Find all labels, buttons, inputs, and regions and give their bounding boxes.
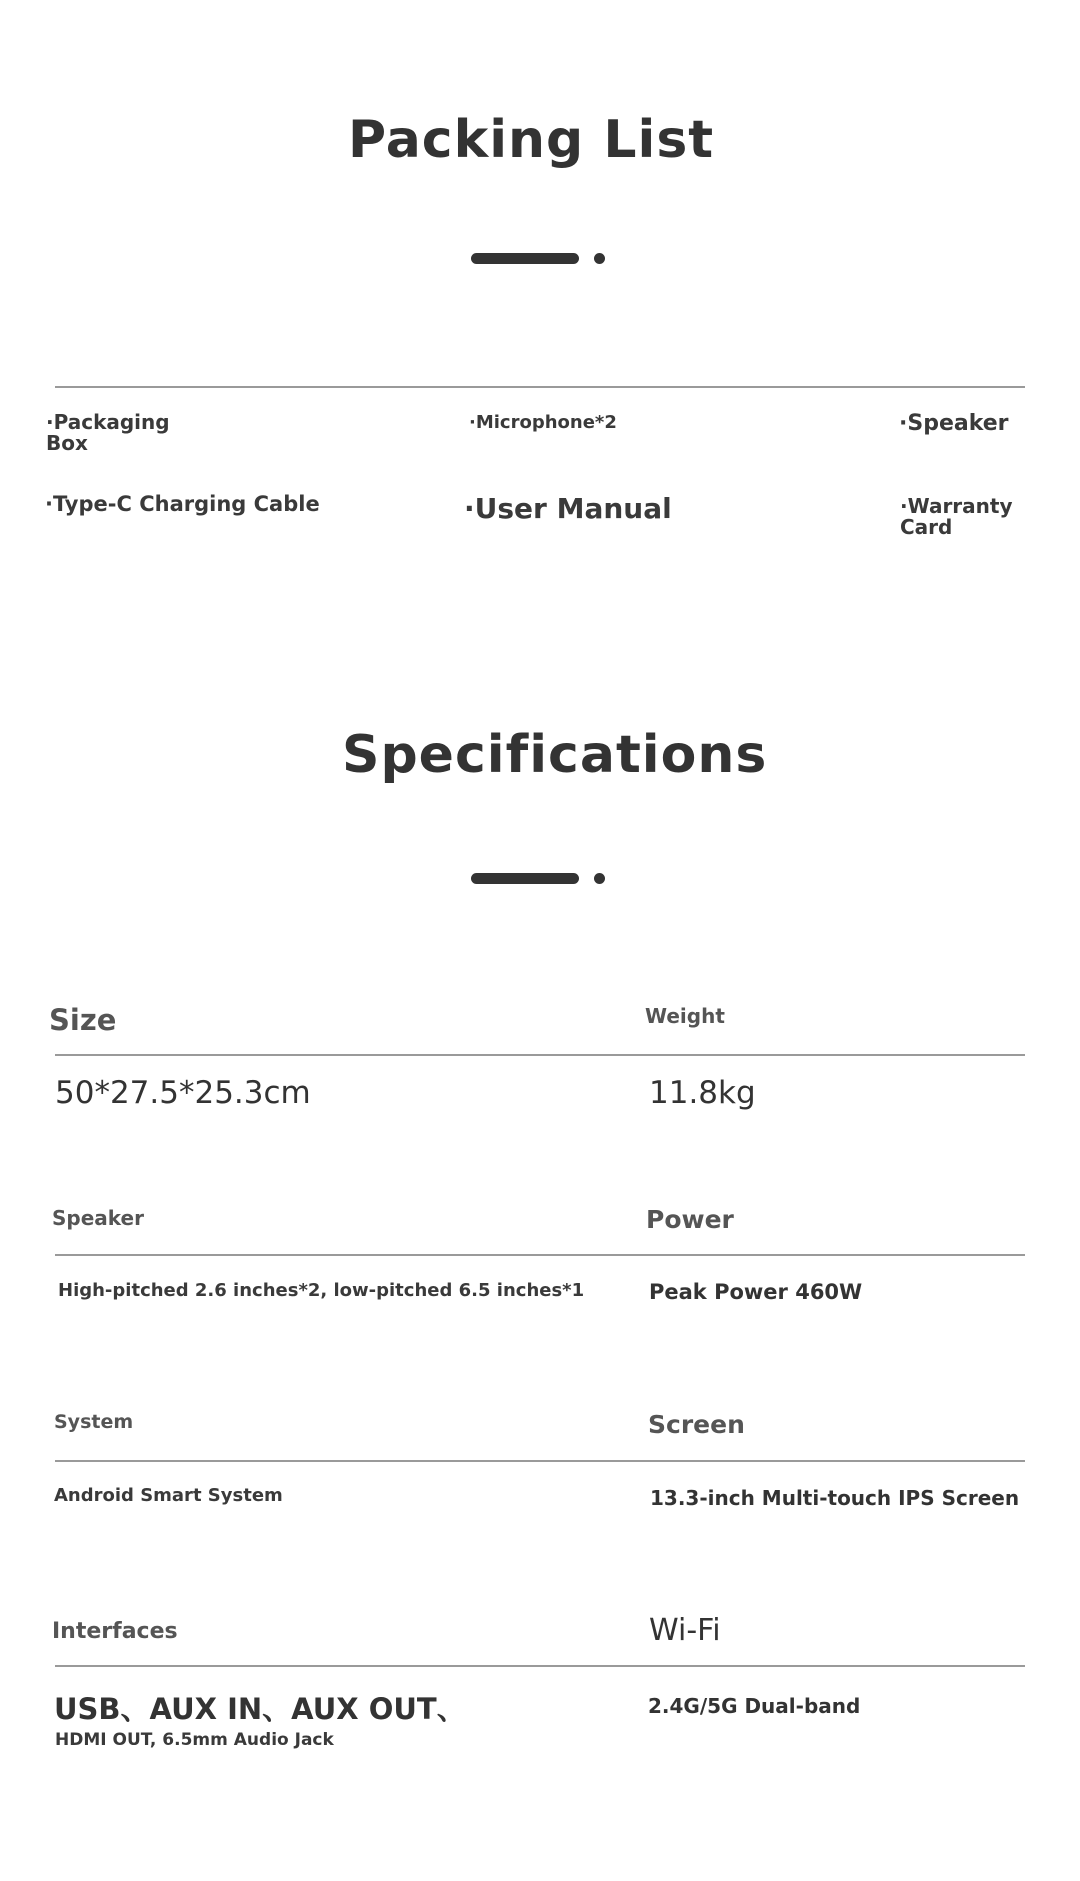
spec-value-wifi: 2.4G/5G Dual-band: [648, 1694, 861, 1718]
spec-label-power: Power: [646, 1205, 734, 1234]
packing-item-microphone: ·Microphone*2: [469, 412, 617, 433]
packing-item-speaker: ·Speaker: [899, 411, 1009, 436]
spec-label-system: System: [54, 1411, 134, 1433]
packing-item-warranty-card: ·Warranty Card: [900, 494, 1013, 539]
packing-item-packaging-box: ·Packaging Box: [46, 410, 170, 455]
packing-item-user-manual: ·User Manual: [464, 492, 672, 525]
spec-value-interfaces-line1: USB、AUX IN、AUX OUT、: [54, 1692, 466, 1726]
spec-divider: [55, 1054, 1025, 1056]
spec-value-weight: 11.8kg: [649, 1075, 756, 1111]
specifications-title: Specifications: [342, 725, 768, 785]
spec-value-interfaces-line2: HDMI OUT, 6.5mm Audio Jack: [55, 1730, 334, 1750]
spec-label-screen: Screen: [648, 1410, 745, 1439]
spec-divider: [55, 1460, 1025, 1462]
title-underline-dot: [594, 873, 605, 884]
spec-label-speaker: Speaker: [52, 1206, 144, 1230]
packing-divider: [55, 386, 1025, 388]
spec-value-power: Peak Power 460W: [649, 1280, 863, 1304]
spec-label-wifi: Wi-Fi: [649, 1613, 721, 1648]
title-underline-bar: [471, 253, 579, 264]
spec-divider: [55, 1254, 1025, 1256]
spec-label-interfaces: Interfaces: [52, 1619, 178, 1644]
spec-label-size: Size: [49, 1003, 117, 1037]
title-underline-dot: [594, 253, 605, 264]
spec-value-system: Android Smart System: [54, 1485, 283, 1506]
spec-value-screen: 13.3-inch Multi-touch IPS Screen: [650, 1486, 1020, 1510]
packing-list-title: Packing List: [348, 110, 715, 170]
spec-value-size: 50*27.5*25.3cm: [55, 1075, 311, 1111]
spec-value-speaker: High-pitched 2.6 inches*2, low-pitched 6.5 inches*1: [58, 1280, 585, 1301]
spec-divider: [55, 1665, 1025, 1667]
title-underline-bar: [471, 873, 579, 884]
packing-item-typec-cable: ·Type-C Charging Cable: [45, 492, 320, 516]
spec-label-weight: Weight: [645, 1004, 725, 1028]
